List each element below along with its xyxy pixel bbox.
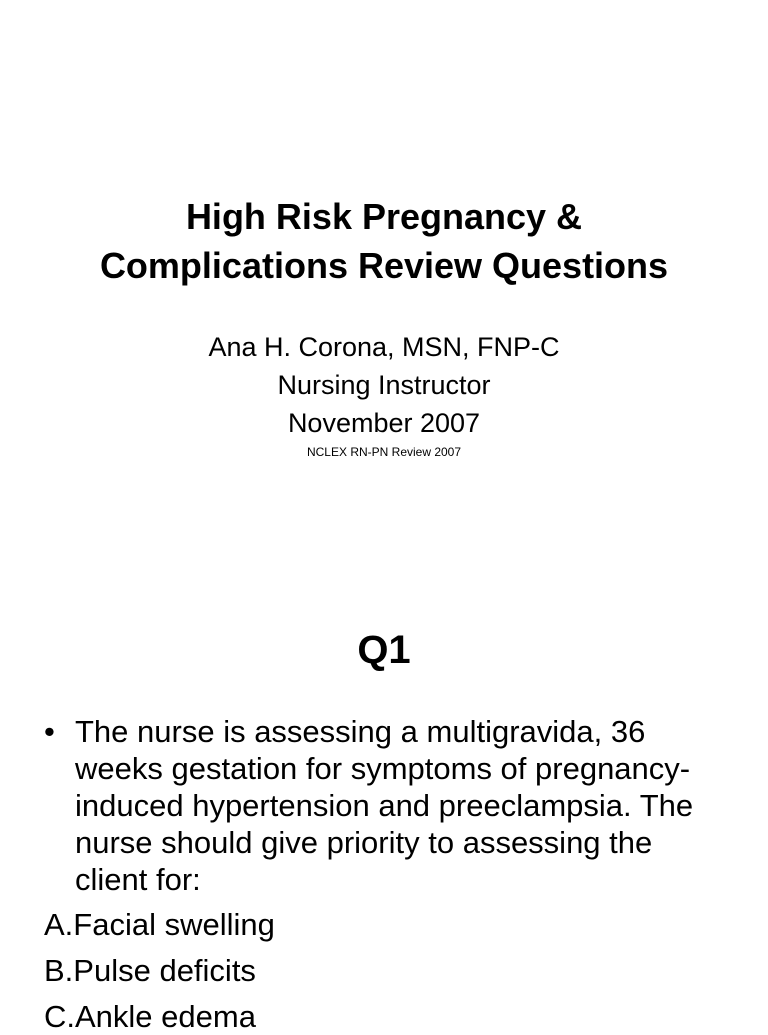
- title-slide: [0, 0, 768, 512]
- author-name: Ana H. Corona, MSN, FNP-C: [208, 332, 560, 362]
- slide-title: [0, 192, 768, 290]
- question-number: Q1: [357, 628, 411, 672]
- option-text: Ankle edema: [75, 999, 256, 1034]
- title-line-2: Complications Review Questions: [99, 245, 669, 286]
- option-letter: A.: [44, 907, 74, 942]
- answer-option-b: [44, 952, 256, 989]
- author-role: Nursing Instructor: [277, 370, 491, 400]
- answer-option-a: [44, 906, 275, 943]
- option-letter: B.: [44, 953, 74, 988]
- option-letter: C.: [44, 999, 75, 1034]
- question-bullet: [44, 713, 724, 898]
- slide-footer: NCLEX RN-PN Review 2007: [306, 445, 462, 459]
- question-text: The nurse is assessing a multigravida, 36 weeks gestation for symptoms of pregnancy-induced hypertension and preeclampsia. The nurse should give priority to assessing the client for:: [75, 714, 694, 897]
- bullet-icon: •: [44, 714, 55, 749]
- option-text: Pulse deficits: [73, 953, 256, 988]
- title-line-1: High Risk Pregnancy &: [185, 196, 583, 237]
- question-slide: [0, 512, 768, 1034]
- answer-option-c: [44, 998, 256, 1035]
- presentation-date: November 2007: [287, 408, 481, 438]
- option-text: Facial swelling: [73, 907, 275, 942]
